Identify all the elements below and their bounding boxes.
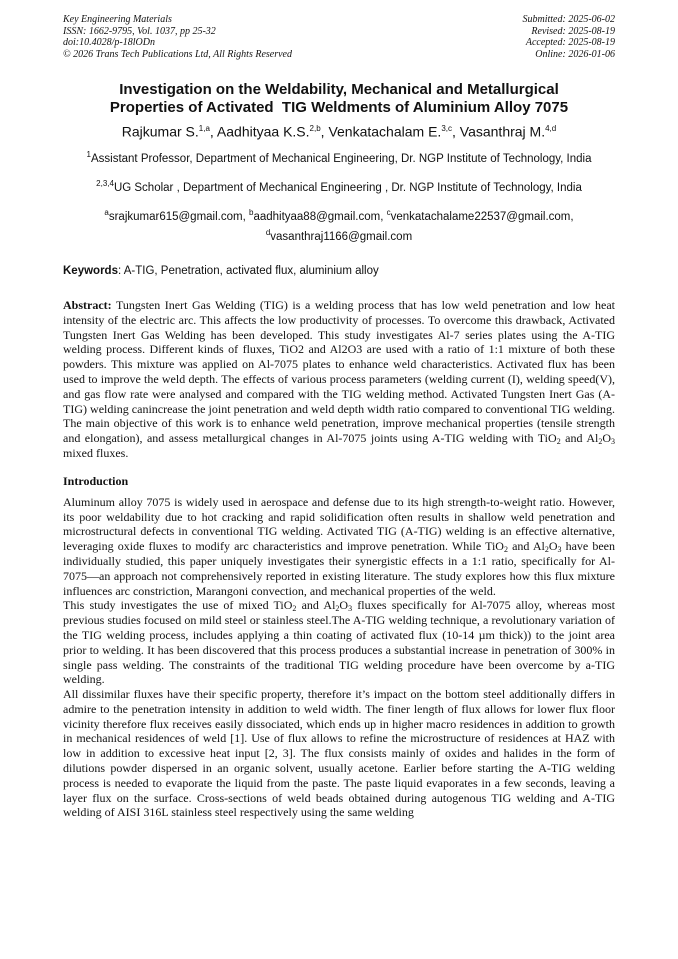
author-sup: 2,b: [309, 124, 321, 133]
subscript: 3: [611, 437, 615, 447]
paper-title: [63, 81, 615, 117]
affiliation-text: Assistant Professor, Department of Mechanical Engineering, Dr. NGP Institute of Technology, India: [90, 152, 592, 165]
paragraph-text: and Al: [507, 539, 545, 554]
subscript: 3: [557, 545, 562, 555]
email-link[interactable]: srajkumar615@gmail.com: [108, 211, 243, 224]
author-name: Venkatachalam E.: [328, 123, 442, 140]
title-line-2: Properties of Activated TIG Weldments of Aluminium Alloy 7075: [109, 99, 569, 116]
submitted-date: Submitted: 2025-06-02: [522, 14, 615, 25]
author-sup: 1,a: [198, 124, 210, 133]
subscript: 2: [292, 604, 297, 614]
keywords: [63, 264, 615, 279]
email-link[interactable]: aadhityaa88@gmail.com: [253, 211, 381, 224]
subscript: 2: [544, 545, 549, 555]
author-name: Aadhityaa K.S.: [216, 123, 310, 140]
copyright: © 2026 Trans Tech Publications Ltd, All Rights Reserved: [63, 48, 292, 60]
affiliation-2: [63, 176, 615, 196]
author-list: Rajkumar S.$^{1,a}$, Aadhityaa K.S.$^{2,b}$, Venkatachalam E.$^{3,c}$, Vasanthraj M.$^{4,d}$: [121, 123, 557, 140]
accepted-date: Accepted: 2025-08-19: [525, 37, 615, 48]
affiliation-sup: 1: [86, 149, 91, 159]
dates-info: [523, 14, 616, 60]
intro-paragraph-3: All dissimilar fluxes have their specific property, therefore it’s impact on the bottom steel additionally differs in admire to the penetration intensity in addition to weld width. The finer length of flux allows for lower flux floor vicinity therefore flux receives easily dissociated, which ends up in higher macro residences in addition to growth in mechanical residences of weld [1]. Use of flux allows to refine the microstructure of residences at HAZ with low in addition to excessive heat input [2, 3]. The flux consists mainly of oxides and halides in the form of dilutions powder dispersed in an organic solvent, usually acetone. Earlier before starting the A-TIG welding process is needed to evaporate the liquid from the paste. The paste liquid evaporates in a few seconds, leaving a layer flux on the surface. Cross-sections of weld beads obtained during autogenous TIG welding and A-TIG welding of AISI 316L stainless steel respectively using the same welding: [63, 687, 615, 820]
author-sup: 3,c: [441, 124, 452, 133]
email-sup: a: [104, 208, 109, 218]
email-link[interactable]: vasanthraj1166@gmail.com: [270, 230, 413, 243]
intro-paragraph-1: [63, 495, 615, 599]
keywords-text: : A-TIG, Penetration, activated flux, aluminium alloy: [117, 264, 379, 277]
abstract-body: Tungsten Inert Gas Welding (TIG) is a welding process that has low weld penetration and low heat intensity of the electric arc. This affects the low productivity of processes. To overcome this drawback, Activated Tungsten Inert Gas Welding has been developed. This study investigates Al-7 series plates using the A-TIG welding process. Different kinds of fluxes, TiO2 and Al2O3 are used with a ratio of 1:1 mixture of both these powders. This mixture was applied on Al-7075 plates to enhance weld characteristics. Activated flux has been used to improve the weld depth. The effects of various process parameters (welding current (I), welding speed(V), and gas flow rate were analysed and compared with the TIG welding method. Activated Tungsten Inert Gas (A-TIG) welding canincrease the joint penetration and weld depth width ratio compared to conventional TIG welding. The main objective of this work is to enhance weld penetration, improve mechanical properties (tensile strength and elongation), and assess metallurgical changes in Al-7075 joints using A-TIG welding with TiO: [63, 297, 615, 446]
author-sup: 4,d: [545, 124, 557, 133]
affiliation-sup: 2,3,4: [96, 179, 114, 189]
intro-paragraph-2: [63, 598, 615, 687]
subscript: 3: [348, 604, 353, 614]
keywords-label: Keywords: [63, 264, 118, 277]
header-metadata: [63, 14, 615, 60]
paragraph-text: have been individually studied, this paper uniquely investigates their synergistic effects in a 1:1 ratio, specifically for Al-7075—an approach not comprehensively reported in existing literature. The study explores how this flux mixture influences arc constriction, Marangoni convection, and mechanical properties of the weld.: [63, 539, 615, 598]
title-line-1: Investigation on the Weldability, Mechanical and Metallurgical: [119, 81, 559, 98]
paragraph-text: fluxes specifically for Al-7075 alloy, whereas most previous studies focused on mild steel or stainless steel.The A-TIG welding technique, a revolutionary variation of the TIG welding process, includes applying a thin coating of activated flux (10-14 µm thick)) to the joint area prior to welding. It has been discovered that this process produces a substantial increase in penetration of 300% in single pass welding. The constraints of the traditional TIG welding procedure have been overcome by a-TIG welding.: [63, 598, 615, 687]
section-heading-introduction: Introduction: [63, 473, 129, 488]
abstract-body: mixed fluxes.: [63, 445, 129, 460]
email-link[interactable]: venkatachalame22537@gmail.com: [390, 211, 571, 224]
subscript: 2: [335, 604, 340, 614]
paragraph-text: O: [548, 539, 558, 554]
subscript: 2: [556, 437, 561, 447]
email-sup: c: [386, 208, 391, 218]
subscript: 2: [598, 437, 603, 447]
abstract-body: O: [602, 431, 611, 446]
paper-page: [63, 14, 615, 820]
email-sup: d: [265, 228, 271, 238]
paragraph-text: O: [339, 598, 349, 613]
journal-name: Key Engineering Materials: [63, 14, 172, 25]
affiliation-text: UG Scholar , Department of Mechanical Engineering , Dr. NGP Institute of Technology, India: [113, 182, 582, 195]
email-list: $^a$srajkumar615@gmail.com, $^b$aadhityaa88@gmail.com, $^c$venkatachalame22537@gmail.com, $^d$vasanthraj1166@gmail.com: [104, 208, 574, 243]
abstract: [63, 298, 615, 461]
doi[interactable]: doi:10.4028/p-18lODn: [63, 37, 155, 48]
online-date: Online: 2026-01-06: [535, 48, 615, 60]
revised-date: Revised: 2025-08-19: [531, 25, 615, 37]
email-sup: b: [248, 208, 254, 218]
abstract-label: Abstract:: [63, 297, 112, 312]
abstract-body: and Al: [560, 431, 599, 446]
author-name: Rajkumar S.: [121, 123, 199, 140]
paragraph-text: and Al: [296, 598, 336, 613]
subscript: 2: [503, 545, 508, 555]
paragraph-text: Aluminum alloy 7075 is widely used in aerospace and defense due to its high strength-to-weight ratio. However, its poor weldability due to hot cracking and rapid solidification often results in shallow weld penetration and microstructural defects in conventional TIG welding. Activated TIG (A-TIG) welding is an effective alternative, leveraging oxide fluxes to modify arc characteristics and improve penetration. While TiO: [63, 494, 615, 554]
paragraph-text: This study investigates the use of mixed TiO: [63, 598, 293, 613]
affiliation-1: [63, 147, 615, 167]
journal-info: [63, 14, 292, 60]
issn: ISSN: 1662-9795, Vol. 1037, pp 25-32: [63, 25, 216, 37]
author-name: Vasanthraj M.: [459, 123, 546, 140]
